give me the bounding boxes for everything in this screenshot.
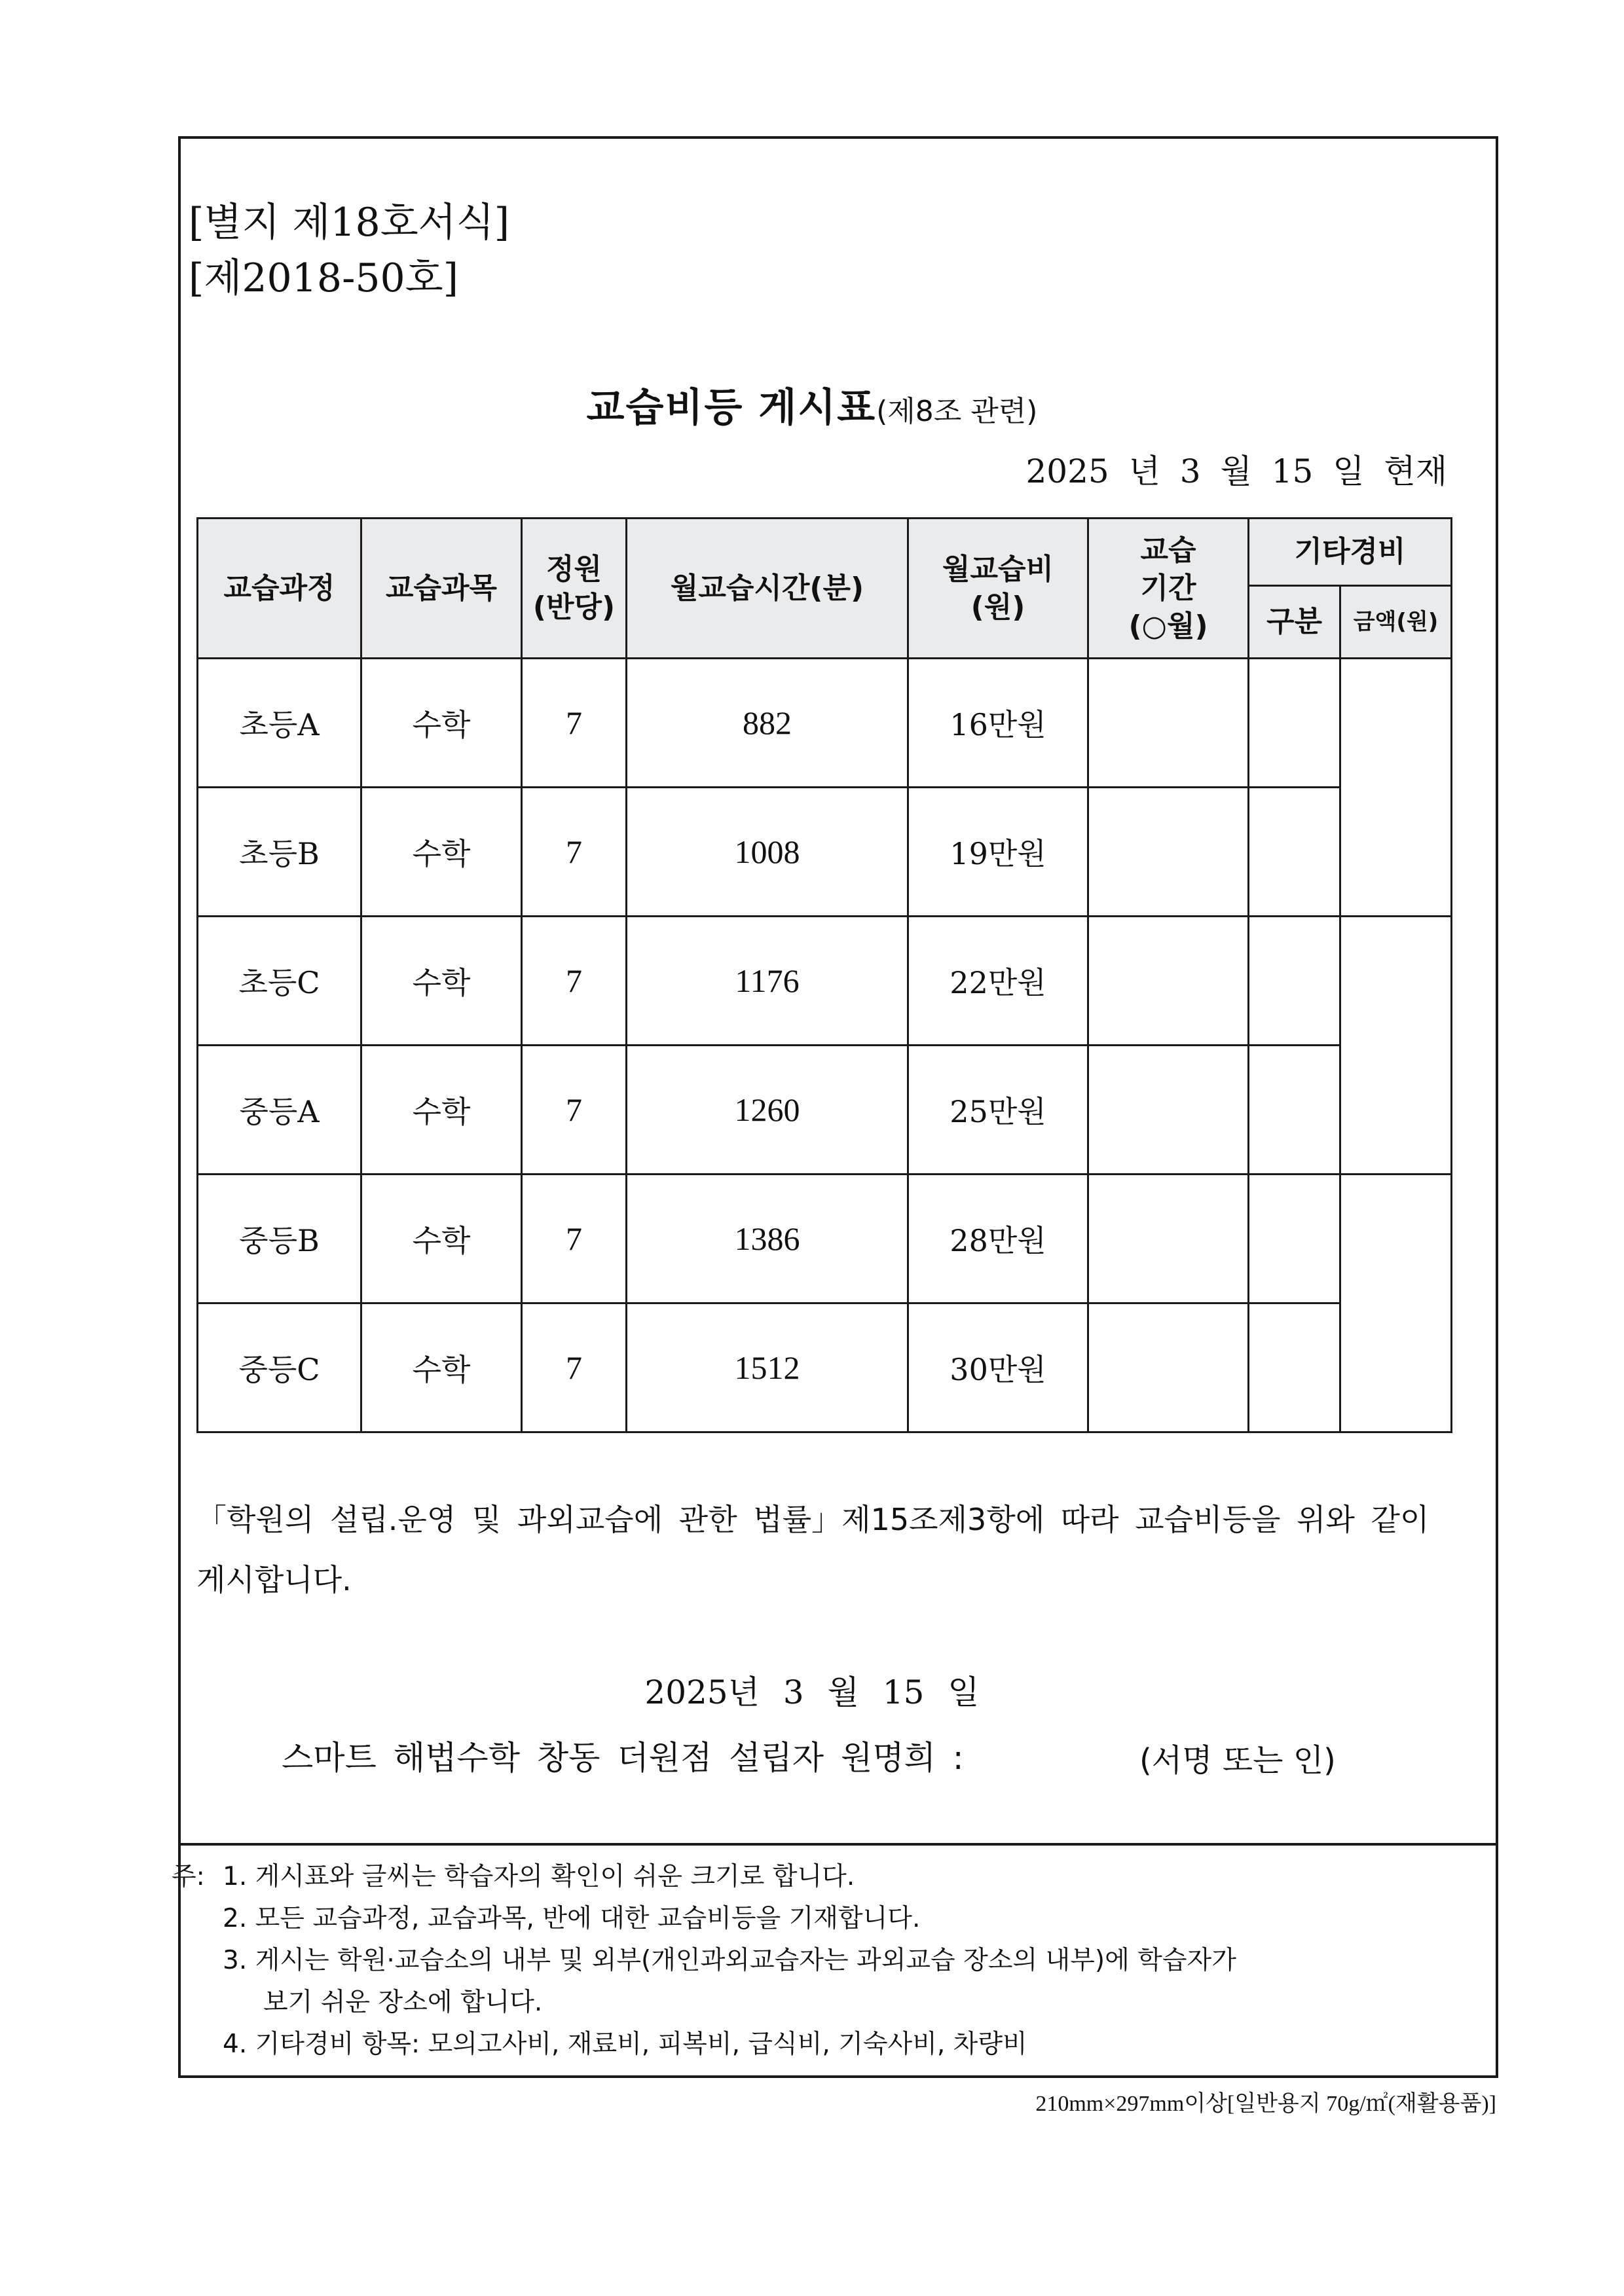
cell-period: [1088, 788, 1249, 917]
cell-course: 초등B: [198, 788, 361, 917]
note-item: 2. 모든 교습과정, 교습과목, 반에 대한 교습비등을 기재합니다.: [223, 1904, 921, 1933]
header-category: 구분: [1249, 586, 1340, 659]
cell-fee: 22만원: [908, 917, 1088, 1046]
header-period-line1: 교습: [1140, 533, 1196, 567]
table-row: [198, 659, 1452, 788]
table-row: [198, 1303, 1452, 1432]
cell-course: 중등B: [198, 1175, 361, 1303]
cell-category: [1249, 1303, 1340, 1432]
cell-capacity: 7: [522, 1175, 627, 1303]
cell-course: 중등C: [198, 1303, 361, 1432]
cell-capacity: 7: [522, 1303, 627, 1432]
cell-category: [1249, 917, 1340, 1046]
notes-section: [172, 1856, 1236, 2066]
cell-category: [1249, 1046, 1340, 1175]
cell-period: [1088, 1046, 1249, 1175]
signature-placeholder: (서명 또는 인): [1139, 1742, 1336, 1779]
cell-subject: 수학: [361, 917, 522, 1046]
cell-period: [1088, 1175, 1249, 1303]
header-capacity: [522, 519, 627, 659]
cell-fee: 30만원: [908, 1303, 1088, 1432]
cell-course: 초등A: [198, 659, 361, 788]
cell-fee: 25만원: [908, 1046, 1088, 1175]
as-of-date: 2025 년 3 월 15 일 현재: [1025, 452, 1447, 490]
cell-category: [1249, 1175, 1340, 1303]
header-period: [1088, 519, 1249, 659]
cell-minutes: 882: [627, 659, 908, 788]
note-text: 1. 게시표와 글씨는 학습자의 확인이 쉬운 크기로 합니다.: [223, 1862, 855, 1891]
cell-course: 초등C: [198, 917, 361, 1046]
cell-minutes: 1260: [627, 1046, 908, 1175]
cell-minutes: 1176: [627, 917, 908, 1046]
document-title: [0, 376, 1624, 433]
cell-amount: [1340, 1175, 1452, 1432]
table-row: [198, 1175, 1452, 1303]
cell-subject: 수학: [361, 1175, 522, 1303]
posting-statement: 「학원의 설립.운영 및 과외교습에 관한 법률」제15조제3항에 따라 교습비등을 위와 같이 게시합니다.: [196, 1502, 1430, 1597]
header-other-expenses: 기타경비: [1249, 519, 1452, 586]
notes-divider: [178, 1843, 1498, 1846]
table-row: [198, 917, 1452, 1046]
note-item: 4. 기타경비 항목: 모의고사비, 재료비, 피복비, 급식비, 기숙사비, 차량비: [223, 2030, 1027, 2059]
cell-amount: [1340, 659, 1452, 917]
cell-capacity: 7: [522, 917, 627, 1046]
note-item-continuation: 보기 쉬운 장소에 합니다.: [263, 1988, 543, 2017]
header-subject: 교습과목: [361, 519, 522, 659]
cell-amount: [1340, 917, 1452, 1175]
cell-period: [1088, 917, 1249, 1046]
cell-subject: 수학: [361, 1303, 522, 1432]
paper-spec-footer: 210mm×297mm이상[일반용지 70g/㎡(재활용품)]: [1035, 2092, 1496, 2116]
note-item: [172, 1856, 1236, 1898]
fee-table: [196, 517, 1452, 1433]
cell-fee: 28만원: [908, 1175, 1088, 1303]
table-header-row: [198, 519, 1452, 586]
cell-minutes: 1386: [627, 1175, 908, 1303]
header-monthly-fee: [908, 519, 1088, 659]
header-capacity-line1: 정원: [545, 552, 602, 586]
signature-date: 2025년 3 월 15 일: [644, 1673, 980, 1711]
cell-subject: 수학: [361, 1046, 522, 1175]
cell-capacity: 7: [522, 1046, 627, 1175]
table-row: [198, 788, 1452, 917]
title-main: 교습비등 게시표: [586, 385, 877, 431]
signer-name: 스마트 해법수학 창동 더원점 설립자 원명희 :: [282, 1739, 964, 1777]
cell-fee: 19만원: [908, 788, 1088, 917]
cell-minutes: 1008: [627, 788, 908, 917]
header-period-line2: 기간: [1140, 571, 1196, 605]
cell-capacity: 7: [522, 788, 627, 917]
header-monthly-fee-line2: (원): [970, 590, 1025, 624]
header-monthly-fee-line1: 월교습비: [942, 552, 1054, 586]
header-course: 교습과정: [198, 519, 361, 659]
cell-minutes: 1512: [627, 1303, 908, 1432]
form-number: [제2018-50호]: [189, 255, 459, 301]
cell-period: [1088, 659, 1249, 788]
table-row: [198, 1046, 1452, 1175]
header-amount: 금액(원): [1340, 586, 1452, 659]
cell-capacity: 7: [522, 659, 627, 788]
notes-prefix: 주:: [172, 1862, 205, 1891]
cell-category: [1249, 788, 1340, 917]
header-monthly-minutes: 월교습시간(분): [627, 519, 908, 659]
cell-period: [1088, 1303, 1249, 1432]
title-sub: (제8조 관련): [876, 395, 1038, 428]
cell-fee: 16만원: [908, 659, 1088, 788]
header-period-line3: (○월): [1128, 609, 1208, 643]
note-item: 3. 게시는 학원·교습소의 내부 및 외부(개인과외교습자는 과외교습 장소의 내부)에 학습자가: [223, 1946, 1236, 1975]
header-capacity-line2: (반당): [532, 590, 616, 624]
cell-category: [1249, 659, 1340, 788]
cell-course: 중등A: [198, 1046, 361, 1175]
cell-subject: 수학: [361, 659, 522, 788]
cell-subject: 수학: [361, 788, 522, 917]
form-label: [별지 제18호서식]: [189, 200, 509, 246]
